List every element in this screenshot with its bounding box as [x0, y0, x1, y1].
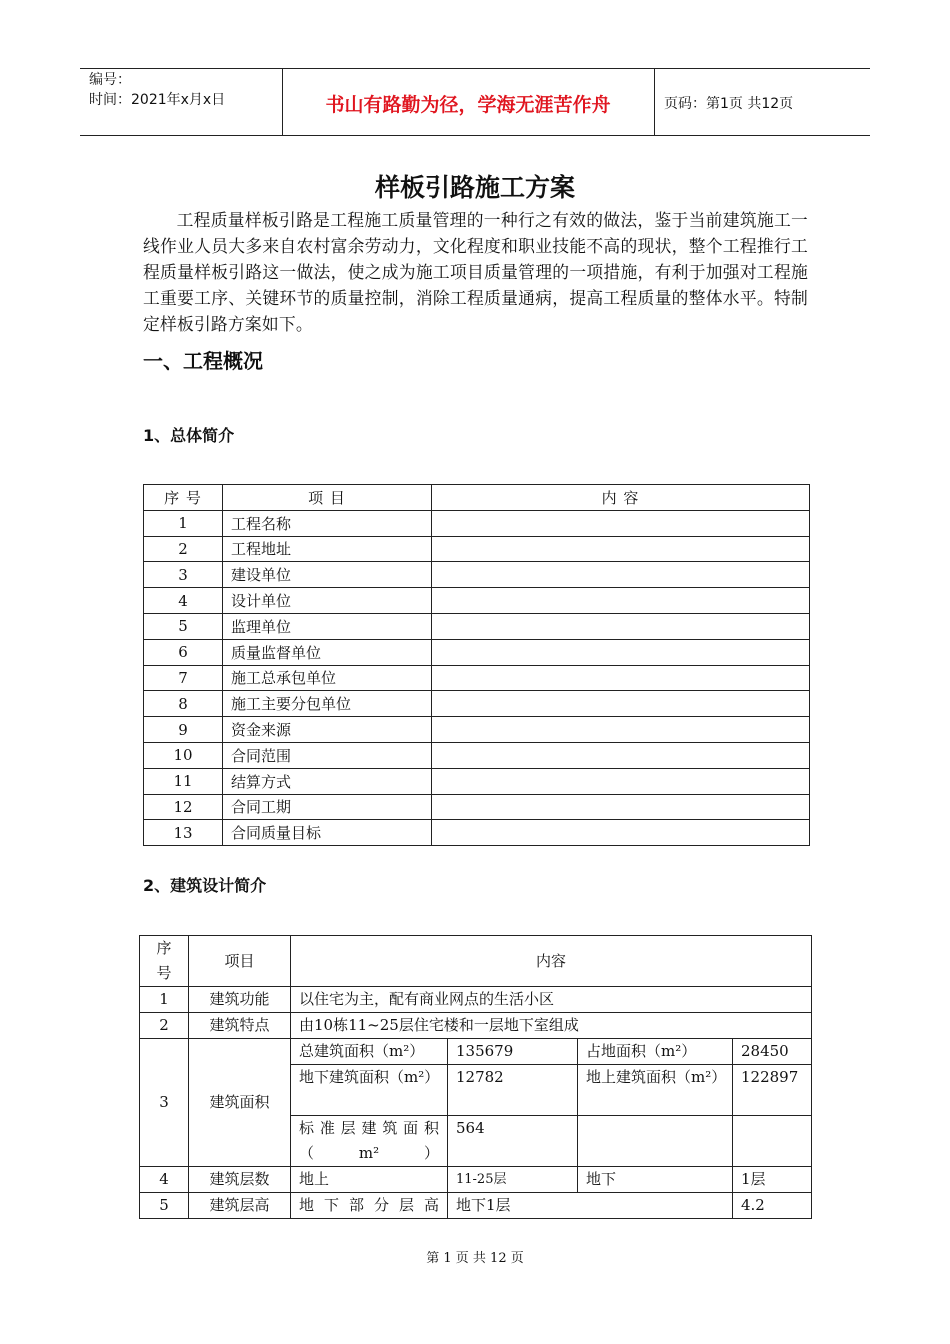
cell-content [432, 742, 810, 768]
cell-item: 资金来源 [223, 717, 432, 743]
header-cell-content: 内容 [291, 936, 812, 987]
aboveground-area-label: 地上建筑面积（m²） [578, 1065, 733, 1116]
cell-no: 11 [144, 768, 223, 794]
cell-content: 以住宅为主，配有商业网点的生活小区 [291, 987, 812, 1013]
cell-item: 合同质量目标 [223, 820, 432, 846]
cell-item: 施工主要分包单位 [223, 691, 432, 717]
cell-no: 4 [140, 1167, 189, 1193]
cell-item: 合同范围 [223, 742, 432, 768]
cell-item: 施工总承包单位 [223, 665, 432, 691]
cell-item: 建筑功能 [189, 987, 291, 1013]
floors-above-value: 11-25层 [448, 1167, 578, 1193]
cell-content [432, 665, 810, 691]
cell-item: 工程名称 [223, 510, 432, 536]
header-cell-no: 序 号 [144, 485, 223, 511]
table-row [144, 794, 810, 820]
empty-cell [733, 1116, 812, 1167]
header-divider [654, 69, 655, 135]
table-header-row [140, 936, 812, 987]
cell-content [432, 613, 810, 639]
standard-floor-area-value: 564 [448, 1116, 578, 1167]
total-area-label: 总建筑面积（m²） [291, 1039, 448, 1065]
cell-item: 建筑层高 [189, 1193, 291, 1219]
time-label: 时间：2021年x月x日 [89, 92, 226, 108]
total-area-value: 135679 [448, 1039, 578, 1065]
header-page-number: 页码：第1页 共12页 [664, 96, 794, 112]
header-cell-item: 项 目 [223, 485, 432, 511]
cell-item: 建筑面积 [189, 1039, 291, 1167]
table-row [140, 1013, 812, 1039]
cell-no: 8 [144, 691, 223, 717]
cell-item: 建设单位 [223, 562, 432, 588]
cell-content [432, 510, 810, 536]
cell-no: 9 [144, 717, 223, 743]
page-footer: 第 1 页 共 12 页 [426, 1251, 524, 1266]
cell-content [432, 820, 810, 846]
cell-content [432, 691, 810, 717]
subsection-heading: 1、总体简介 [143, 426, 235, 445]
table-row [140, 987, 812, 1013]
cell-item: 合同工期 [223, 794, 432, 820]
aboveground-area-value: 122897 [733, 1065, 812, 1116]
underground-level: 地下1层 [448, 1193, 733, 1219]
underground-area-value: 12782 [448, 1065, 578, 1116]
cell-no: 3 [144, 562, 223, 588]
cell-no: 5 [144, 613, 223, 639]
floors-above-label: 地上 [291, 1167, 448, 1193]
cell-no: 13 [144, 820, 223, 846]
table-row [144, 510, 810, 536]
empty-cell [578, 1116, 733, 1167]
cell-no: 3 [140, 1039, 189, 1167]
cell-content [432, 794, 810, 820]
cell-item: 质量监督单位 [223, 639, 432, 665]
cell-item: 监理单位 [223, 613, 432, 639]
cell-no: 4 [144, 588, 223, 614]
cell-content [432, 717, 810, 743]
cell-no: 2 [140, 1013, 189, 1039]
table-row [144, 820, 810, 846]
cell-item: 建筑层数 [189, 1167, 291, 1193]
table-row [144, 768, 810, 794]
land-area-label: 占地面积（m²） [578, 1039, 733, 1065]
table-row [144, 665, 810, 691]
section-heading: 一、工程概况 [143, 349, 263, 373]
cell-no: 10 [144, 742, 223, 768]
floors-below-label: 地下 [578, 1167, 733, 1193]
table-row [144, 562, 810, 588]
document-title: 样板引路施工方案 [374, 173, 575, 202]
header-cell-no: 序号 [140, 936, 189, 987]
cell-no: 6 [144, 639, 223, 665]
design-table [139, 935, 812, 1219]
cell-content [432, 588, 810, 614]
land-area-value: 28450 [733, 1039, 812, 1065]
table-row [144, 639, 810, 665]
table-row [144, 742, 810, 768]
cell-content: 由10栋11~25层住宅楼和一层地下室组成 [291, 1013, 812, 1039]
cell-content [432, 639, 810, 665]
table-row [144, 717, 810, 743]
overview-table [143, 484, 810, 846]
table-row [140, 1193, 812, 1219]
table-header-row [144, 485, 810, 511]
cell-no: 1 [144, 510, 223, 536]
table-row [144, 613, 810, 639]
table-row [144, 536, 810, 562]
subsection-heading: 2、建筑设计简介 [143, 876, 267, 895]
header-cell-item: 项目 [189, 936, 291, 987]
cell-item: 工程地址 [223, 536, 432, 562]
cell-item: 建筑特点 [189, 1013, 291, 1039]
table-row [144, 691, 810, 717]
cell-item: 结算方式 [223, 768, 432, 794]
header-top-rule [80, 68, 870, 69]
cell-content [432, 562, 810, 588]
standard-floor-area-label: 标准层建筑面积（m²） [291, 1116, 448, 1167]
header-bottom-rule [80, 135, 870, 136]
cell-no: 12 [144, 794, 223, 820]
cell-no: 2 [144, 536, 223, 562]
header-meta [89, 70, 225, 110]
table-row [140, 1167, 812, 1193]
cell-content [432, 768, 810, 794]
cell-no: 7 [144, 665, 223, 691]
header-motto: 书山有路勤为径，学海无涯苦作舟 [325, 94, 611, 116]
cell-no: 1 [140, 987, 189, 1013]
header-cell-content: 内 容 [432, 485, 810, 511]
floors-below-value: 1层 [733, 1167, 812, 1193]
table-row [140, 1039, 812, 1065]
intro-paragraph: 工程质量样板引路是工程施工质量管理的一种行之有效的做法，鉴于当前建筑施工一线作业人员大多来自农村富余劳动力，文化程度和职业技能不高的现状，整个工程推行工程质量样板引路这一做法，使之成为施工项目质量管理的一项措施，有利于加强对工程施工重要工序、关键环节的质量控制，消除工程质量通病，提高工程质量的整体水平。特制定样板引路方案如下。 [143, 210, 808, 334]
underground-height-value: 4.2 [733, 1193, 812, 1219]
cell-no: 5 [140, 1193, 189, 1219]
underground-area-label: 地下建筑面积（m²） [291, 1065, 448, 1116]
serial-label: 编号： [89, 72, 131, 88]
cell-content [432, 536, 810, 562]
table-row [144, 588, 810, 614]
cell-item: 设计单位 [223, 588, 432, 614]
underground-height-label: 地下部分层高 [291, 1193, 448, 1219]
